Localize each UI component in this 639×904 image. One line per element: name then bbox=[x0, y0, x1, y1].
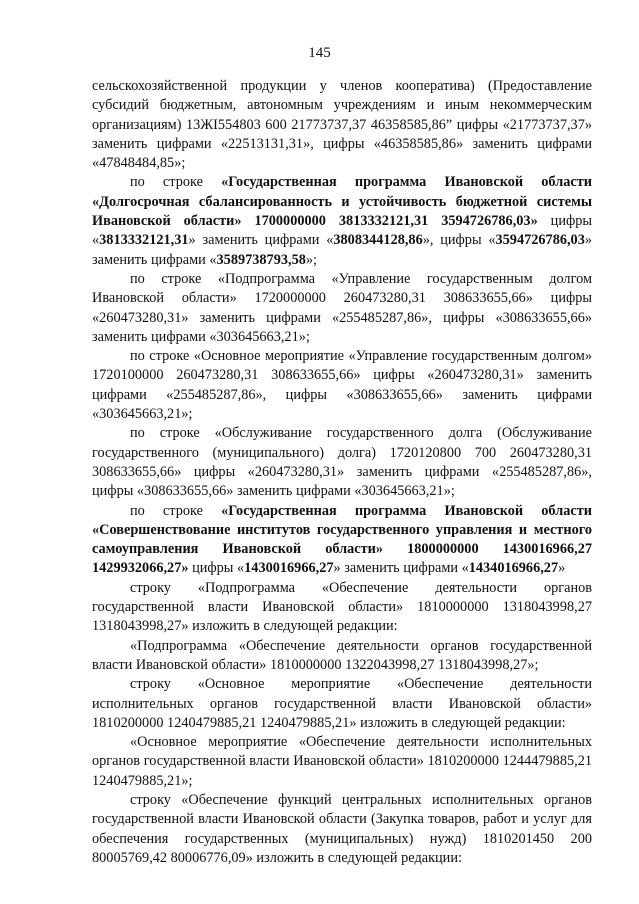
text-run: строку «Подпрограмма «Обеспечение деятельности органов государственной власти Ивановской области» 1810000000 1318043998,27 1318043998,27» изложить в следующей редакции: bbox=[92, 579, 592, 635]
bold-text-run: «Государственная программа Ивановской области «Долгосрочная сбалансированность и устойчивость бюджетной системы Ивановской области» 1700000000 3813332121,31 3594726786,03» bbox=[92, 174, 592, 230]
paragraph bbox=[92, 733, 592, 791]
text-run: » заменить цифрами « bbox=[333, 560, 469, 577]
document-body bbox=[92, 77, 592, 868]
text-run: » заменить цифрами « bbox=[188, 232, 334, 249]
text-run: », цифры « bbox=[422, 232, 496, 249]
bold-text-run: 3589738793,58 bbox=[216, 251, 306, 268]
text-run: цифры « bbox=[92, 213, 592, 249]
page-number: 145 bbox=[308, 45, 331, 61]
text-run: цифры « bbox=[188, 560, 245, 577]
text-run: » заменить цифрами « bbox=[92, 232, 593, 268]
paragraph bbox=[92, 347, 592, 424]
bold-text-run: 1434016966,27 bbox=[468, 560, 559, 577]
paragraph bbox=[92, 502, 592, 579]
bold-text-run: 3594726786,03 bbox=[495, 232, 585, 249]
paragraph bbox=[92, 637, 592, 676]
paragraph bbox=[92, 77, 592, 173]
text-run: строку «Основное мероприятие «Обеспечение деятельности исполнительных органов государственной власти Ивановской области» 1810200000 1240479885,21 1240479885,21» изложить в следующей редакции: bbox=[92, 676, 592, 731]
bold-text-run: 1430016966,27 bbox=[244, 560, 334, 577]
text-run: по строке «Обслуживание государственного долга (Обслуживание государственного (муниципального) долга) 1720120800 700 260473280,31 308633655,66» цифры «260473280,31» заменить цифрами «255485287,86», цифры «308633655,66» заменить цифрами «303645663,21»; bbox=[92, 425, 592, 500]
text-run: » bbox=[558, 560, 566, 577]
text-run: строку «Обеспечение функций центральных исполнительных органов государственной власти Ивановской области (Закупка товаров, работ и услуг для обеспечения государственных (муниципальных) нужд) 1810201450 200 80005769,42 80006776,09» изложить в следующей редакции: bbox=[92, 791, 592, 866]
paragraph bbox=[92, 791, 592, 868]
paragraph bbox=[92, 270, 592, 347]
text-run: по строке bbox=[130, 502, 222, 519]
text-run: по строке «Подпрограмма «Управление государственным долгом Ивановской области» 1720000000 260473280,31 308633655,66» цифры «260473280,31» заменить цифрами «255485287,86», цифры «308633655,66» заменить цифрами «303645663,21»; bbox=[92, 270, 592, 345]
paragraph bbox=[92, 675, 592, 733]
paragraph bbox=[92, 173, 592, 269]
text-run: по строке «Основное мероприятие «Управление государственным долгом» 1720100000 260473280,31 308633655,66» цифры «260473280,31» заменить цифрами «255485287,86», цифры «308633655,66» заменить цифрами «303645663,21»; bbox=[92, 348, 592, 423]
bold-text-run: 3813332121,31 bbox=[99, 232, 189, 249]
text-run: по строке bbox=[130, 174, 222, 191]
text-run: «Подпрограмма «Обеспечение деятельности органов государственной власти Ивановской области» 1810000000 1322043998,27 1318043998,27»; bbox=[92, 637, 592, 673]
text-run: сельскохозяйственной продукции у членов кооператива) (Предоставление субсидий бюджетным, автономным учреждениям и иным некоммерческим организациям) 13ЖI554803 600 21773737,37 46358585,86” цифры «21773737,37» заменить цифрами «22513131,31», цифры «46358585,86» заменить цифрами «47848484,85»; bbox=[92, 78, 592, 172]
text-run: »; bbox=[305, 251, 317, 268]
paragraph bbox=[92, 424, 592, 501]
paragraph bbox=[92, 579, 592, 637]
bold-text-run: 3808344128,86 bbox=[333, 232, 423, 249]
bold-text-run: «Государственная программа Ивановской области «Совершенствование институтов государственного управления и местного самоуправления Ивановской области» 1800000000 1430016966,27 1429932066,27» bbox=[92, 502, 592, 577]
text-run: «Основное мероприятие «Обеспечение деятельности исполнительных органов государственной власти Ивановской области» 1810200000 1244479885,21 1240479885,21»; bbox=[92, 734, 592, 789]
